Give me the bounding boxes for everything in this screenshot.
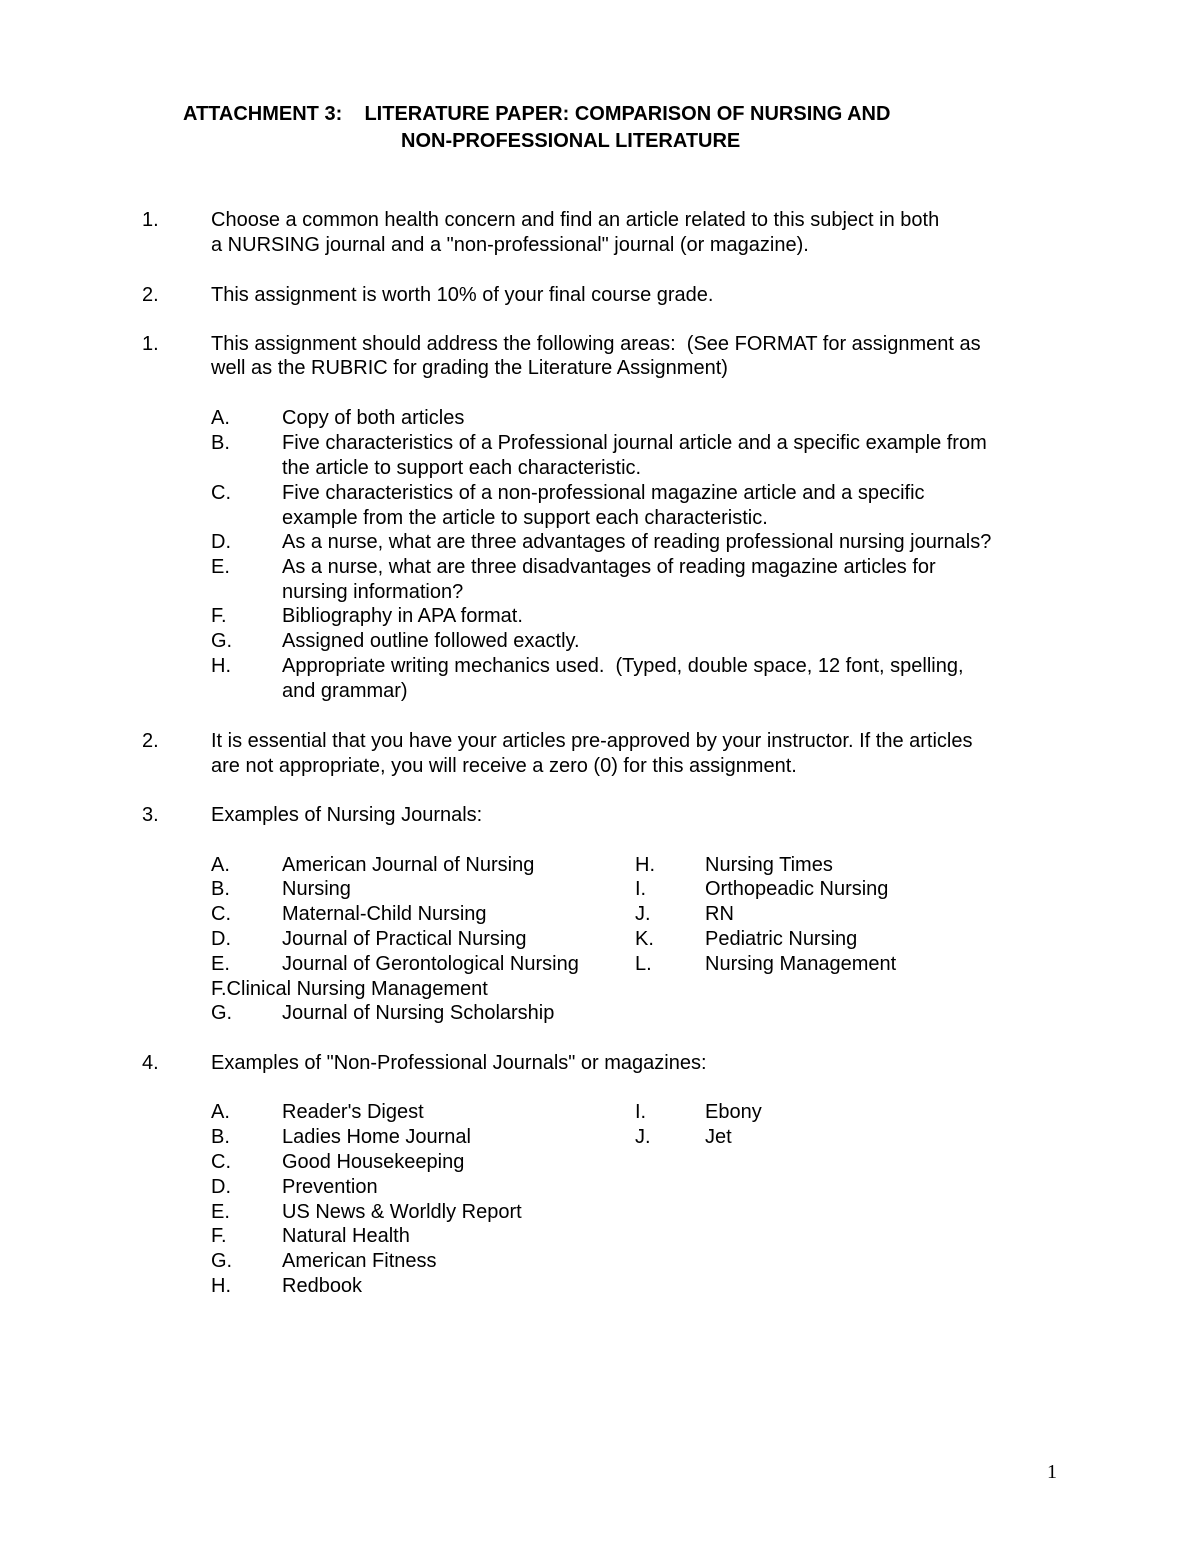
magazine-letter: F. [211,1225,227,1247]
journal-letter: L. [635,953,652,975]
journal-name: Nursing [282,878,351,900]
area-letter: G. [211,630,233,652]
journal-letter: I. [635,878,647,900]
area-text: nursing information? [282,581,464,603]
item-number: 2. [142,284,159,306]
area-text: Bibliography in APA format. [282,605,523,627]
area-letter: B. [211,432,230,454]
magazine-letter: E. [211,1201,230,1223]
magazine-letter: D. [211,1176,231,1198]
item-text: Examples of Nursing Journals: [211,804,483,826]
journal-letter: G. [211,1002,233,1024]
area-text: Appropriate writing mechanics used. (Typed, double space, 12 font, spelling, [282,655,964,677]
magazine-letter: C. [211,1151,231,1173]
area-text: the article to support each characteristic. [282,457,642,479]
journal-name: American Journal of Nursing [282,854,535,876]
area-text: As a nurse, what are three disadvantages of reading magazine articles for [282,556,936,578]
magazine-letter: H. [211,1275,231,1297]
item-number: 1. [142,333,159,355]
magazine-name: Reader's Digest [282,1101,424,1123]
item-text: This assignment is worth 10% of your final course grade. [211,284,714,306]
area-text: Copy of both articles [282,407,465,429]
journal-name: RN [705,903,734,925]
magazine-name: Prevention [282,1176,378,1198]
magazine-name: Ladies Home Journal [282,1126,471,1148]
area-letter: D. [211,531,231,553]
journal-name: Orthopeadic Nursing [705,878,889,900]
journal-letter: C. [211,903,231,925]
area-text: Assigned outline followed exactly. [282,630,580,652]
journal-name: Pediatric Nursing [705,928,858,950]
item-number: 3. [142,804,159,826]
page-number: 1 [1047,1461,1057,1483]
magazine-name: Redbook [282,1275,363,1297]
magazine-letter: B. [211,1126,230,1148]
item-text: This assignment should address the following areas: (See FORMAT for assignment as [211,333,981,355]
magazine-name: American Fitness [282,1250,437,1272]
journal-name: F.Clinical Nursing Management [211,978,488,1000]
area-letter: A. [211,407,230,429]
item-text: well as the RUBRIC for grading the Literature Assignment) [211,357,728,379]
magazine-name: Jet [705,1126,732,1148]
area-letter: H. [211,655,231,677]
magazine-letter: I. [635,1101,647,1123]
journal-letter: E. [211,953,230,975]
area-text: Five characteristics of a non-professional magazine article and a specific [282,482,925,504]
magazine-name: Natural Health [282,1225,410,1247]
item-number: 4. [142,1052,159,1074]
journal-name: Journal of Gerontological Nursing [282,953,579,975]
journal-name: Maternal-Child Nursing [282,903,487,925]
journal-letter: J. [635,903,651,925]
magazine-name: US News & Worldly Report [282,1201,522,1223]
journal-letter: K. [635,928,654,950]
item-text: Choose a common health concern and find an article related to this subject in both [211,209,940,231]
area-text: Five characteristics of a Professional journal article and a specific example from [282,432,987,454]
journal-letter: H. [635,854,655,876]
magazine-letter: A. [211,1101,230,1123]
area-text: example from the article to support each characteristic. [282,507,768,529]
journal-letter: B. [211,878,230,900]
area-text: and grammar) [282,680,408,702]
item-text: are not appropriate, you will receive a zero (0) for this assignment. [211,755,797,777]
item-text: Examples of "Non-Professional Journals" or magazines: [211,1052,707,1074]
journal-name: Journal of Nursing Scholarship [282,1002,555,1024]
page-title-line-2: NON-PROFESSIONAL LITERATURE [401,130,741,152]
item-number: 1. [142,209,159,231]
magazine-name: Ebony [705,1101,762,1123]
area-text: As a nurse, what are three advantages of reading professional nursing journals? [282,531,992,553]
page-title-line-1: ATTACHMENT 3: LITERATURE PAPER: COMPARISON OF NURSING AND [183,103,891,125]
journal-name: Nursing Times [705,854,833,876]
journal-name: Journal of Practical Nursing [282,928,527,950]
magazine-letter: J. [635,1126,651,1148]
item-number: 2. [142,730,159,752]
area-letter: F. [211,605,227,627]
journal-name: Nursing Management [705,953,897,975]
journal-letter: D. [211,928,231,950]
item-text: a NURSING journal and a "non-professional" journal (or magazine). [211,234,809,256]
area-letter: C. [211,482,231,504]
area-letter: E. [211,556,230,578]
magazine-name: Good Housekeeping [282,1151,465,1173]
magazine-letter: G. [211,1250,233,1272]
item-text: It is essential that you have your articles pre-approved by your instructor. If the articles [211,730,973,752]
journal-letter: A. [211,854,230,876]
